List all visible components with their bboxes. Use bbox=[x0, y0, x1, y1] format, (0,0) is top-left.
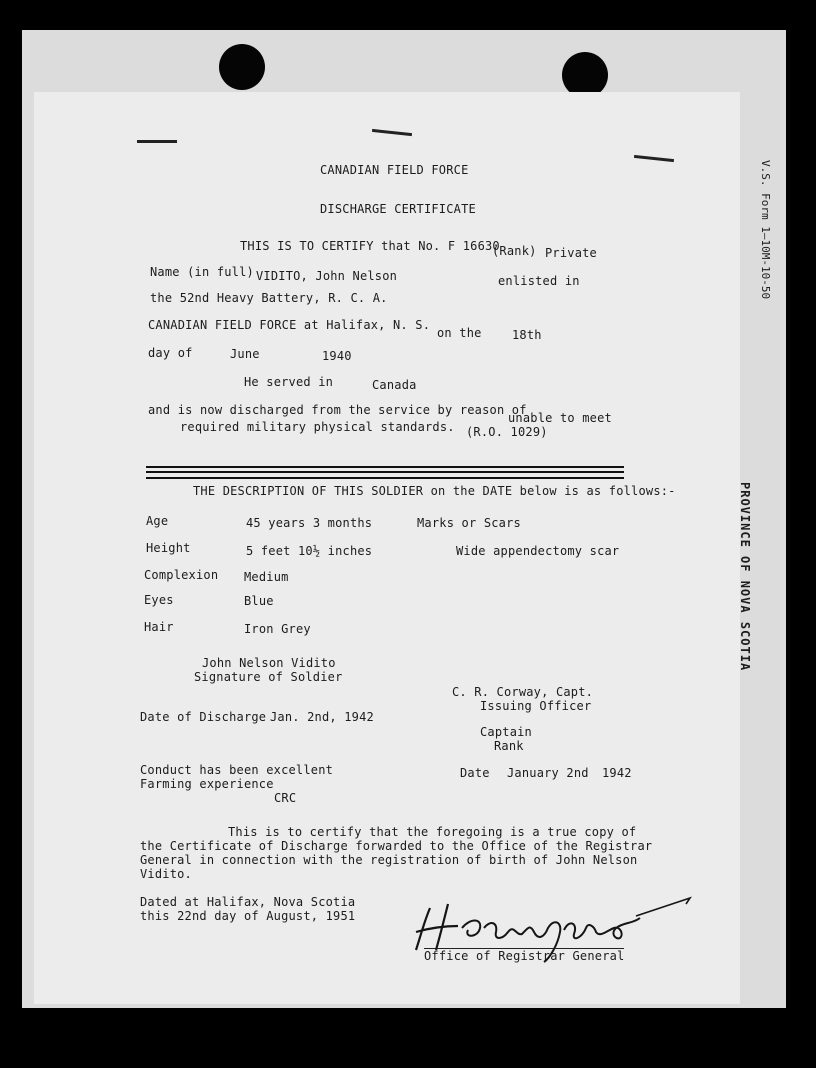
hair-value: Iron Grey bbox=[244, 622, 311, 636]
date-label: Date bbox=[460, 766, 490, 780]
form-title: CANADIAN FIELD FORCE bbox=[320, 163, 469, 177]
province-label: PROVINCE OF NOVA SCOTIA bbox=[738, 482, 752, 672]
experience-note: Farming experience bbox=[140, 777, 274, 791]
registrar-label: Office of Registrar General bbox=[424, 949, 625, 963]
dated-line-1: Dated at Halifax, Nova Scotia bbox=[140, 895, 356, 909]
height-value: 5 feet 10½ inches bbox=[246, 544, 373, 558]
rank-value: Private bbox=[545, 246, 597, 260]
discharge-reason: unable to meet bbox=[508, 411, 612, 425]
eyes-label: Eyes bbox=[144, 593, 174, 607]
form-subtitle: DISCHARGE CERTIFICATE bbox=[320, 202, 476, 216]
soldier-signature-label: Signature of Soldier bbox=[194, 670, 343, 684]
marks-value: Wide appendectomy scar bbox=[456, 544, 620, 558]
divider-rule bbox=[146, 477, 624, 479]
day-of-label: day of bbox=[148, 346, 193, 360]
certification-line-1: This is to certify that the foregoing is a true copy of bbox=[228, 825, 637, 839]
force-location: CANADIAN FIELD FORCE at Halifax, N. S. bbox=[148, 318, 431, 332]
eyes-value: Blue bbox=[244, 594, 274, 608]
enlist-month: June bbox=[230, 347, 260, 361]
served-in-value: Canada bbox=[372, 378, 417, 392]
certify-intro: THIS IS TO CERTIFY that No. F 16630 bbox=[240, 239, 500, 253]
dated-line-2: this 22nd day of August, 1951 bbox=[140, 909, 356, 923]
enlisted-label: enlisted in bbox=[498, 274, 580, 288]
initials: CRC bbox=[274, 791, 297, 805]
hair-label: Hair bbox=[144, 620, 174, 634]
officer-label: Issuing Officer bbox=[480, 699, 592, 713]
date-value: January 2nd bbox=[507, 766, 589, 780]
certification-line-3: General in connection with the registration of birth of John Nelson bbox=[140, 853, 638, 867]
reference-number: (R.O. 1029) bbox=[466, 425, 548, 439]
on-the-label: on the bbox=[437, 326, 482, 340]
discharge-date-label: Date of Discharge bbox=[140, 710, 267, 724]
discharge-reason-prefix: and is now discharged from the service by reason of bbox=[148, 403, 527, 417]
divider-rule bbox=[146, 471, 624, 473]
officer-rank: Captain bbox=[480, 725, 532, 739]
staple-mark bbox=[137, 140, 177, 143]
form-number: V.S. Form 1—10M-10-50 bbox=[759, 160, 772, 300]
name-value: VIDITO, John Nelson bbox=[256, 269, 398, 283]
unit-value: the 52nd Heavy Battery, R. C. A. bbox=[150, 291, 388, 305]
certification-line-4: Vidito. bbox=[140, 867, 192, 881]
enlist-year: 1940 bbox=[322, 349, 352, 363]
marks-label: Marks or Scars bbox=[417, 516, 521, 530]
soldier-name: John Nelson Vidito bbox=[202, 656, 336, 670]
officer-name: C. R. Corway, Capt. bbox=[452, 685, 594, 699]
rank-label: (Rank) bbox=[492, 244, 537, 258]
description-heading: THE DESCRIPTION OF THIS SOLDIER on the DATE below is as follows:- bbox=[193, 484, 676, 498]
punch-hole-left bbox=[219, 44, 265, 90]
divider-rule bbox=[146, 466, 624, 468]
enlist-day: 18th bbox=[512, 328, 542, 342]
height-label: Height bbox=[146, 541, 191, 555]
discharge-date-value: Jan. 2nd, 1942 bbox=[270, 710, 374, 724]
complexion-value: Medium bbox=[244, 570, 289, 584]
certification-line-2: the Certificate of Discharge forwarded to the Office of the Registrar bbox=[140, 839, 653, 853]
age-value: 45 years 3 months bbox=[246, 516, 373, 530]
date-year: 1942 bbox=[602, 766, 632, 780]
served-label: He served in bbox=[244, 375, 334, 389]
complexion-label: Complexion bbox=[144, 568, 219, 582]
rank-label-sig: Rank bbox=[494, 739, 524, 753]
conduct-note: Conduct has been excellent bbox=[140, 763, 334, 777]
age-label: Age bbox=[146, 514, 169, 528]
discharge-reason-2: required military physical standards. bbox=[180, 420, 455, 434]
name-label: Name (in full) bbox=[150, 265, 254, 279]
